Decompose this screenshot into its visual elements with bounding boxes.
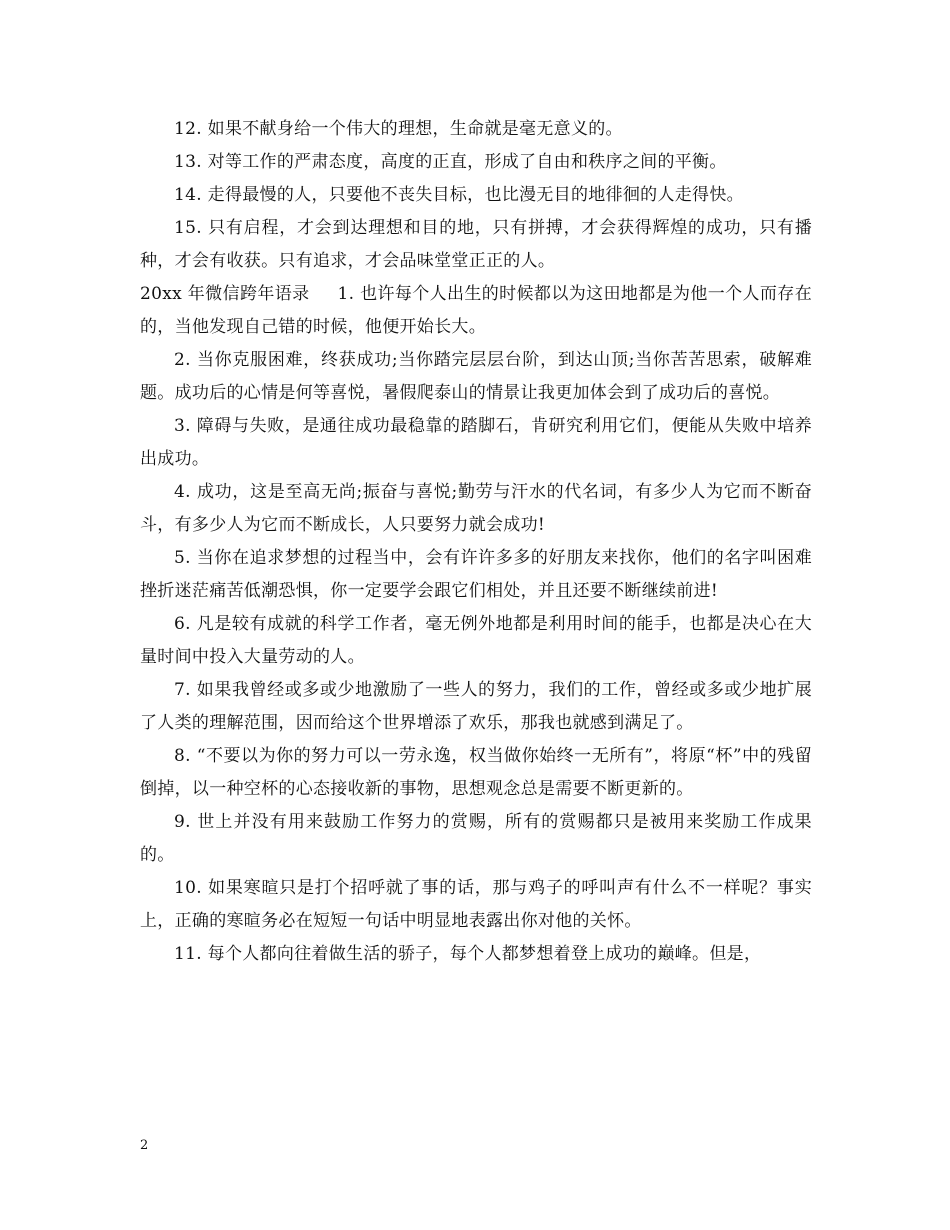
paragraph-9: 9. 世上并没有用来鼓励工作努力的赏赐，所有的赏赐都只是被用来奖励工作成果的。 <box>140 812 812 865</box>
paragraph-13: 13. 对等工作的严肃态度，高度的正直，形成了自由和秩序之间的平衡。 <box>174 152 727 172</box>
paragraph-10: 10. 如果寒暄只是打个招呼就了事的话，那与鸡子的呼叫声有什么不一样呢？事实上，正确的寒暄务必在短短一句话中明显地表露出你对他的关怀。 <box>140 878 812 931</box>
paragraph-14: 14. 走得最慢的人，只要他不丧失目标，也比漫无目的地徘徊的人走得快。 <box>174 185 744 205</box>
paragraph-15: 15. 只有启程，才会到达理想和目的地，只有拼搏，才会获得辉煌的成功，只有播种，才会有收获。只有追求，才会品味堂堂正正的人。 <box>140 218 812 271</box>
paragraph-7: 7. 如果我曾经或多或少地激励了一些人的努力，我们的工作，曾经或多或少地扩展了人类的理解范围，因而给这个世界增添了欢乐，那我也就感到满足了。 <box>140 680 812 733</box>
paragraph-2: 2. 当你克服困难，终获成功;当你踏完层层台阶，到达山顶;当你苦苦思索，破解难题。成功后的心情是何等喜悦，暑假爬泰山的情景让我更加体会到了成功后的喜悦。 <box>140 350 812 403</box>
section-heading: 20xx 年微信跨年语录 <box>140 284 310 304</box>
paragraph-11: 11. 每个人都向往着做生活的骄子，每个人都梦想着登上成功的巅峰。但是， <box>174 944 762 964</box>
paragraph-3: 3. 障碍与失败，是通往成功最稳靠的踏脚石，肯研究利用它们，便能从失败中培养出成功。 <box>140 416 812 469</box>
paragraph-5: 5. 当你在追求梦想的过程当中，会有许许多多的好朋友来找你，他们的名字叫困难挫折迷茫痛苦低潮恐惧，你一定要学会跟它们相处，并且还要不断继续前进! <box>140 548 812 601</box>
paragraph-4: 4. 成功，这是至高无尚;振奋与喜悦;勤劳与汗水的代名词，有多少人为它而不断奋斗，有多少人为它而不断成长，人只要努力就会成功! <box>140 482 812 535</box>
section-paragraph <box>140 278 812 344</box>
document-body <box>140 113 812 971</box>
paragraph-8: 8. “不要以为你的努力可以一劳永逸，权当做你始终一无所有”，将原“杯”中的残留倒掉，以一种空杯的心态接收新的事物，思想观念总是需要不断更新的。 <box>140 746 812 799</box>
page-number: 2 <box>140 1138 149 1153</box>
paragraph-6: 6. 凡是较有成就的科学工作者，毫无例外地都是利用时间的能手，也都是决心在大量时间中投入大量劳动的人。 <box>140 614 812 667</box>
paragraph-1: 1. 也许每个人出生的时候都以为这田地都是为他一个人而存在的，当他发现自己错的时候，他便开始长大。 <box>140 284 812 337</box>
paragraph-12: 12. 如果不献身给一个伟大的理想，生命就是毫无意义的。 <box>174 119 623 139</box>
